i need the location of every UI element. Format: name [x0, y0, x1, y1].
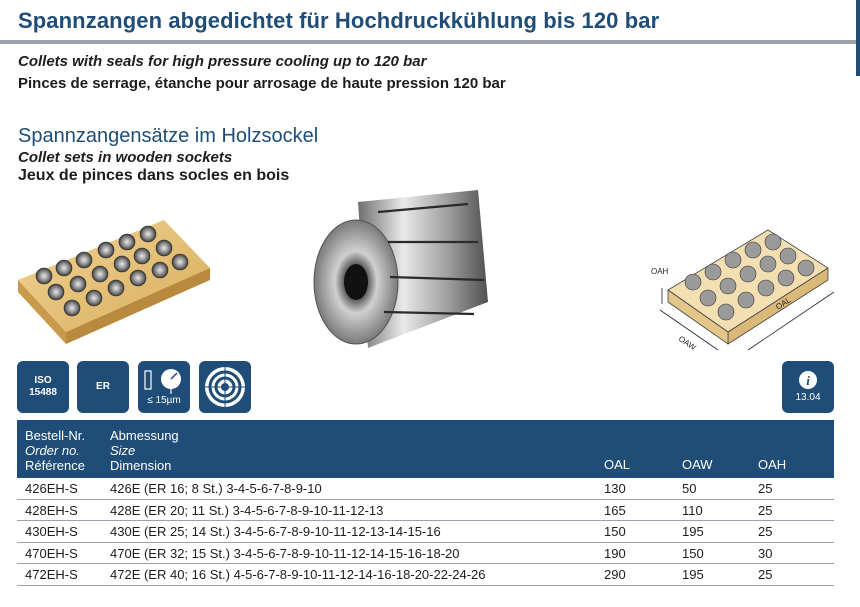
- accuracy-badge: [138, 361, 190, 413]
- cell-dimension: 428E (ER 20; 11 St.) 3-4-5-6-7-8-9-10-11-12-13: [110, 502, 384, 518]
- wooden-socket-image: [14, 208, 214, 348]
- target-icon: [203, 365, 247, 409]
- cell-dimension: 426E (ER 16; 8 St.) 3-4-5-6-7-8-9-10: [110, 481, 322, 496]
- cell-oaw: 110: [682, 502, 703, 518]
- cell-oaw: 195: [682, 567, 704, 582]
- page-title: Spannzangen abgedichtet für Hochdruckkühlung bis 120 bar: [18, 8, 660, 33]
- header-order-no: [25, 428, 85, 473]
- er-badge: [77, 361, 129, 413]
- cell-oah: 25: [758, 502, 773, 518]
- header-order-en: Order no.: [25, 443, 80, 458]
- cell-oal: 130: [604, 481, 626, 496]
- cell-order: 426EH-S: [25, 481, 78, 496]
- svg-text:i: i: [806, 373, 810, 388]
- iso-badge-line1: ISO: [34, 375, 52, 386]
- diagram-label-oaw: OAW: [676, 334, 698, 353]
- table-row: [17, 500, 834, 522]
- cell-order: 430EH-S: [25, 524, 78, 539]
- diagram-label-oal: OAL: [774, 295, 793, 312]
- header-oah: OAH: [758, 457, 787, 472]
- cell-order: 470EH-S: [25, 545, 78, 561]
- info-page-ref: 13.04: [795, 392, 821, 403]
- cell-oaw: 195: [682, 524, 704, 539]
- cell-oal: 290: [604, 567, 626, 582]
- cell-oah: 25: [758, 524, 773, 539]
- cell-oah: 30: [758, 545, 773, 561]
- concentricity-badge: [199, 361, 251, 413]
- section-title-french: Jeux de pinces dans socles en bois: [18, 167, 290, 184]
- dial-gauge-icon: [141, 367, 187, 395]
- header-dim-fr: Dimension: [110, 458, 172, 473]
- header-accent-bar: [856, 0, 860, 76]
- info-badge[interactable]: [782, 361, 834, 413]
- cell-oal: 150: [604, 524, 626, 539]
- cell-oal: 190: [604, 545, 626, 561]
- subtitle-french: Pinces de serrage, étanche pour arrosage de haute pression 120 bar: [18, 75, 506, 92]
- cell-oah: 25: [758, 481, 773, 496]
- header-oaw: OAW: [682, 457, 713, 472]
- cell-dimension: 430E (ER 25; 14 St.) 3-4-5-6-7-8-9-10-11-12-13-14-15-16: [110, 524, 441, 539]
- cell-order: 428EH-S: [25, 502, 78, 518]
- section-title: Spannzangensätze im Holzsockel: [18, 125, 319, 147]
- iso-badge: [17, 361, 69, 413]
- table-row: [17, 478, 834, 500]
- header-oal: OAL: [604, 457, 631, 472]
- header-order-de: Bestell-Nr.: [25, 428, 85, 443]
- collet-image: [298, 182, 494, 354]
- table-row: [17, 521, 834, 543]
- cell-oaw: 150: [682, 545, 704, 561]
- table-header: [17, 420, 834, 478]
- er-badge-label: ER: [96, 381, 110, 392]
- cell-dimension: 470E (ER 32; 15 St.) 3-4-5-6-7-8-9-10-11-12-14-15-16-18-20: [110, 545, 460, 561]
- product-table: [17, 420, 834, 586]
- cell-oal: 165: [604, 502, 626, 518]
- header-dim-de: Abmessung: [110, 428, 179, 443]
- header-dimension: [110, 428, 179, 473]
- cell-dimension: 472E (ER 40; 16 St.) 4-5-6-7-8-9-10-11-12-14-16-18-20-22-24-26: [110, 567, 486, 582]
- cell-order: 472EH-S: [25, 567, 78, 582]
- diagram-label-oah: OAH: [651, 267, 669, 276]
- table-row: [17, 543, 834, 565]
- iso-badge-line2: 15488: [29, 387, 57, 398]
- header-order-fr: Référence: [25, 458, 85, 473]
- table-row: [17, 564, 834, 586]
- header-divider: [0, 40, 856, 44]
- section-title-english: Collet sets in wooden sockets: [18, 149, 233, 166]
- subtitle-english: Collets with seals for high pressure cooling up to 120 bar: [18, 53, 427, 70]
- dimension-diagram: [648, 210, 838, 360]
- cell-oah: 25: [758, 567, 773, 582]
- info-icon: [798, 370, 818, 390]
- cell-oaw: 50: [682, 481, 697, 496]
- header-dim-en: Size: [110, 443, 136, 458]
- accuracy-label: ≤ 15µm: [147, 395, 181, 406]
